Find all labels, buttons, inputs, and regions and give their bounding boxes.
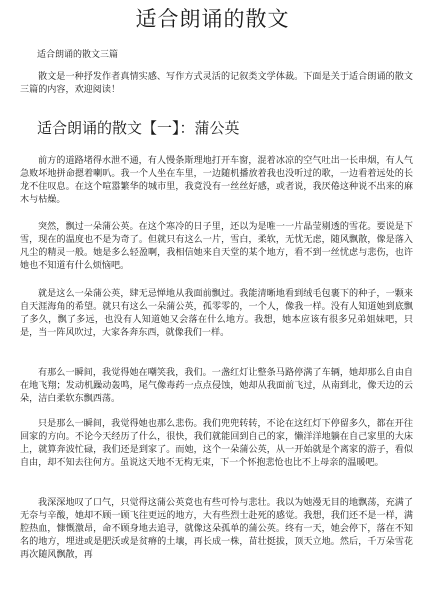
document-subtitle: 适合朗诵的散文三篇 <box>37 50 119 60</box>
body-paragraph: 有那么一瞬间，我觉得她在嘲笑我，我们。一盏红灯让整条马路停满了车辆，她却那么自由自在地飞翔；发动机躁动轰鸣，尾气像毒药一点点侵蚀，她却从我面前飞过，从南到北，像天边的云朵，洁白柔软东飘西荡。 <box>20 368 413 404</box>
section-title: 适合朗诵的散文【一】：蒲公英 <box>37 119 240 137</box>
body-paragraph: 就是这么一朵蒲公英，肆无忌惮地从我面前飘过。我能清晰地看到绒毛包裹下的种子，一颗来自天涯海角的希望。就只有这么一朵蒲公英，孤零零的，一个人，像我一样。没有人知道她到底飘了多久，飘了多远，也没有人知道她又会落在什么地方。我想，她本应该有很多兄弟姐妹吧，只是，当一阵风吹过，大家各奔东西，就像我们一样。 <box>20 289 413 338</box>
body-paragraph: 我深深地叹了口气，只觉得这蒲公英竟也有些可怜与悲壮。我以为她漫无目的地飘荡，充满了无奈与辛酸，她却不顾一顾飞往更远的地方，大有些烈士赴死的感觉。我想，我们还不是一样，满腔热血，慷慨激昂，命不顾身地去追寻，就像这朵孤单的蒲公英。终有一天，她会停下，落在不知名的地方，埋进或是肥沃或是贫瘠的土壤，再长成一株，苗壮挺拔，顶天立地。然后，千万朵雪花再次随风飘散，再 <box>20 498 413 560</box>
document-title: 适合朗诵的散文 <box>135 7 290 31</box>
body-paragraph: 前方的道路堵得水泄不通，有人慢条斯理地打开车窗，混着冰凉的空气吐出一长串烟，有人气急败坏地拼命摁着喇叭。我一个人坐在车里，一边随机播放着我也没听过的歌，一边看着远处的长龙不住叹息。在这个喧嚣繁华的城市里，我竟没有一丝丝好感，或者说，我厌倦这种说不出来的麻木与枯燥。 <box>20 156 413 205</box>
body-paragraph: 只是那么一瞬间，我觉得她也那么悲伤。我们兜兜转转，不论在这红灯下停留多久，都在开往回家的方向。不论今天经历了什么，很快，我们就能回到自己的家，懒洋洋地躺在自己家里的大床上，就算奔波忙碌，我们还是到家了。而她，这个一朵蒲公英，从一开始就是个离家的游子，看似自由，却不知去往何方。虽说这天地不无构无束，下一个怀抱悲怆也比不上母亲的温暖吧。 <box>20 419 413 468</box>
body-paragraph: 突然，飘过一朵蒲公英。在这个寒冷的日子里，还以为是唯一一片晶莹剔透的雪花。要说是下雪，现在的温度也不是为奇了。但就只有这么一片，雪白，柔软，无忧无虑，随风飘散，像是落入凡尘的精灵一般。她是多么轻盈啊，我相信她来自天堂的某个地方，看不到一丝忧虑与悲伤，也许她也不知道有什么烦恼吧。 <box>20 222 413 271</box>
intro-paragraph: 散文是一种抒发作者真情实感、写作方式灵活的记叙类文学体裁。下面是关于适合朗诵的散文三篇的内容，欢迎阅读！ <box>20 72 413 95</box>
